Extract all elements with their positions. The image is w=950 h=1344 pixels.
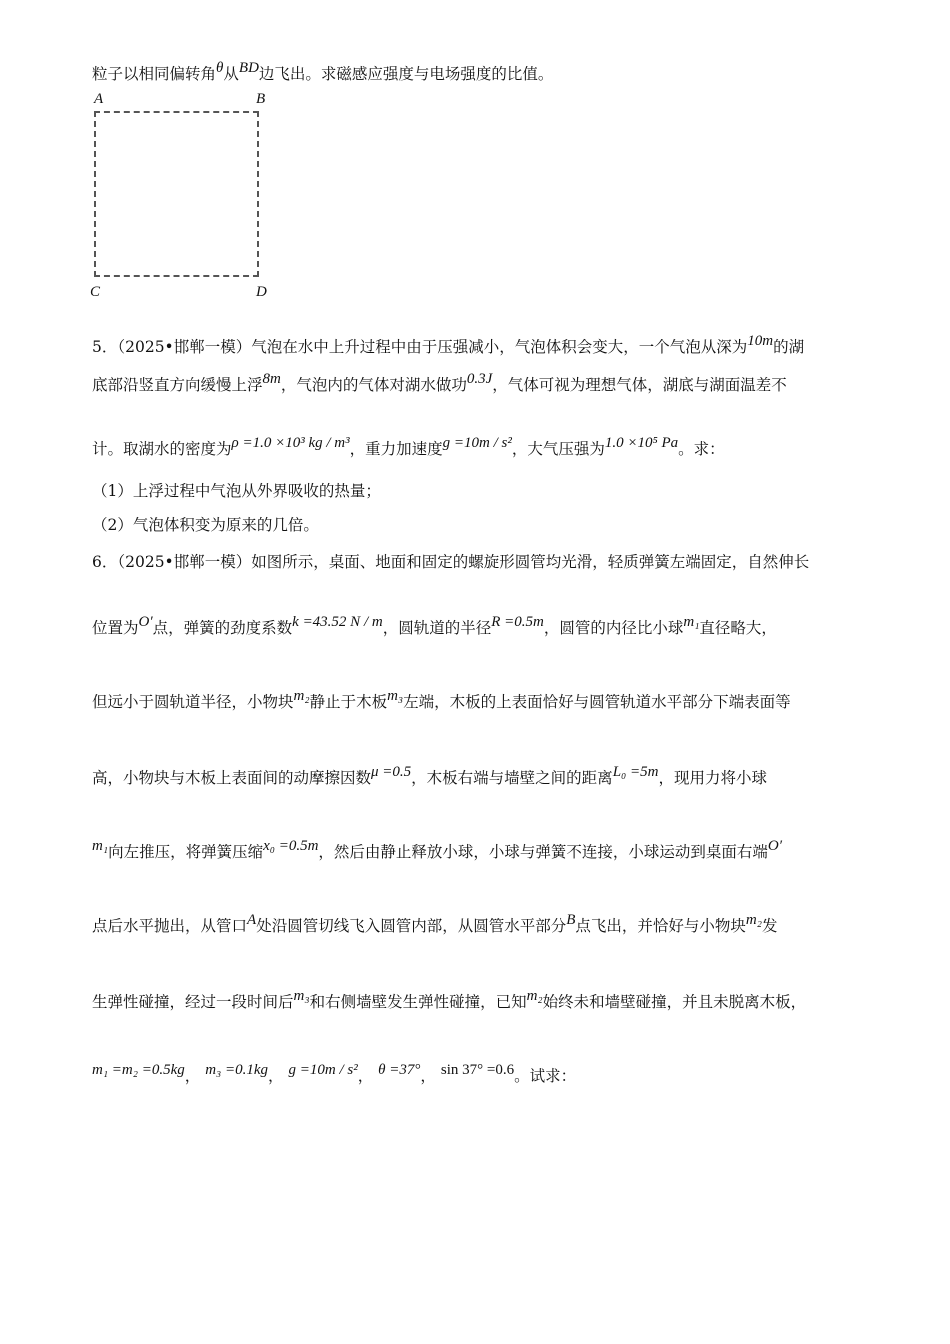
text: 从 — [223, 65, 239, 83]
math-p0: 1.0 ×10⁵ Pa — [604, 435, 679, 451]
text: 点后水平抛出，从管口 — [92, 917, 248, 935]
text: 粒子以相同偏转角 — [92, 65, 217, 83]
text: ，现用力将小球 — [658, 769, 767, 787]
text: 发 — [761, 917, 778, 935]
math-depth: 10m — [747, 333, 774, 349]
text: ，重力加速度 — [349, 440, 443, 458]
text: 和右侧墙壁发生弹性碰撞，已知 — [309, 993, 527, 1011]
text: 计。取湖水的密度为 — [92, 440, 232, 458]
math-m1-m2: m₁ =m₂ =0.5kg — [92, 1062, 185, 1078]
text: ，然后由静止释放小球，小球与弹簧不连接，小球运动到桌面右端 — [318, 843, 768, 861]
q5-line-3 — [92, 437, 725, 459]
math-r: R =0.5m — [491, 614, 544, 630]
q5-sub-1: （1）上浮过程中气泡从外界吸收的热量； — [92, 482, 381, 500]
text: 点飞出，并恰好与小物块 — [575, 917, 746, 935]
separator: ， — [268, 1067, 284, 1085]
math-g: g =10m / s² — [442, 435, 512, 451]
q5-line-1 — [92, 335, 804, 357]
math-bd: BD — [238, 60, 259, 76]
math-m1: m₁ — [92, 838, 109, 854]
text: 底部沿竖直方向缓慢上浮 — [92, 376, 263, 394]
label-a: A — [94, 91, 104, 107]
text: ，大气压强为 — [511, 440, 605, 458]
text: ，木板右端与墙壁之间的距离 — [411, 769, 613, 787]
math-a: A — [247, 912, 257, 928]
math-theta: θ — [216, 60, 224, 76]
separator: ， — [184, 1067, 201, 1085]
text: 。求： — [678, 440, 725, 458]
label-c: C — [90, 284, 101, 300]
text: 的湖 — [773, 338, 805, 356]
math-sin: sin 37° =0.6 — [440, 1062, 515, 1078]
math-theta: θ =37° — [378, 1062, 421, 1078]
q6-line-4 — [92, 766, 767, 788]
math-m3-value: m₃ =0.1kg — [205, 1062, 269, 1078]
text: 始终未和墙壁碰撞，并且未脱离木板， — [542, 993, 807, 1011]
text: ，圆轨道的半径 — [382, 619, 492, 637]
text: 位置为 — [92, 619, 139, 637]
text: 直径略大， — [699, 619, 777, 637]
math-m3: m₃ — [387, 688, 404, 704]
q6-line-2 — [92, 616, 777, 638]
text: 左端，木板的上表面恰好与圆管轨道水平部分下端表面等 — [403, 693, 791, 711]
text: ，圆管的内径比小球 — [543, 619, 684, 637]
text: 。试求： — [514, 1067, 577, 1085]
math-rise: 8m — [262, 371, 281, 387]
q6-line-5 — [92, 840, 782, 862]
separator: ， — [357, 1067, 374, 1085]
q6-line-8 — [92, 1064, 576, 1086]
text: 5．（2025•邯郸一模）气泡在水中上升过程中由于压强减小，气泡体积会变大，一个气泡从深为 — [92, 338, 748, 356]
math-m2: m₂ — [526, 988, 543, 1004]
text: 生弹性碰撞，经过一段时间后 — [92, 993, 294, 1011]
math-o-prime: O′ — [767, 838, 783, 854]
q5-sub-2: （2）气泡体积变为原来的几倍。 — [92, 516, 319, 534]
text: 边飞出。求磁感应强度与电场强度的比值。 — [258, 65, 554, 83]
q6-line-6 — [92, 914, 777, 936]
math-m3: m₃ — [293, 988, 310, 1004]
math-m2: m₂ — [745, 912, 762, 928]
q5-line-2 — [92, 373, 787, 395]
text: 向左推压，将弹簧压缩 — [108, 843, 264, 861]
math-o-prime: O′ — [138, 614, 153, 630]
separator: ， — [420, 1067, 436, 1085]
text: 高，小物块与木板上表面间的动摩擦因数 — [92, 769, 372, 787]
math-g: g =10m / s² — [288, 1062, 358, 1078]
label-d: D — [256, 284, 267, 300]
math-m1: m₁ — [683, 614, 700, 630]
text: 处沿圆管切线飞入圆管内部，从圆管水平部分 — [256, 917, 567, 935]
math-rho: ρ =1.0 ×10³ kg / m³ — [231, 435, 350, 451]
text: ，气泡内的气体对湖水做功 — [280, 376, 467, 394]
q6-line-1: 6．（2025•邯郸一模）如图所示，桌面、地面和固定的螺旋形圆管均光滑，轻质弹簧左端固定，自然伸长 — [92, 553, 810, 571]
text: ，气体可视为理想气体，湖底与湖面温差不 — [492, 376, 787, 394]
text: 点，弹簧的劲度系数 — [152, 619, 293, 637]
label-b: B — [256, 91, 266, 107]
math-b: B — [566, 912, 576, 928]
q6-line-7 — [92, 990, 806, 1012]
math-l0: L₀ =5m — [612, 764, 659, 780]
text: 但远小于圆轨道半径，小物块 — [92, 693, 294, 711]
math-k: k =43.52 N / m — [292, 614, 383, 630]
text-line — [92, 62, 553, 84]
math-mu: μ =0.5 — [371, 764, 412, 780]
text: 静止于木板 — [309, 693, 388, 711]
math-work: 0.3J — [466, 371, 493, 387]
math-x0: x₀ =0.5m — [263, 838, 319, 854]
dashed-box — [94, 111, 259, 277]
math-m2: m₂ — [293, 688, 310, 704]
q6-line-3 — [92, 690, 791, 712]
